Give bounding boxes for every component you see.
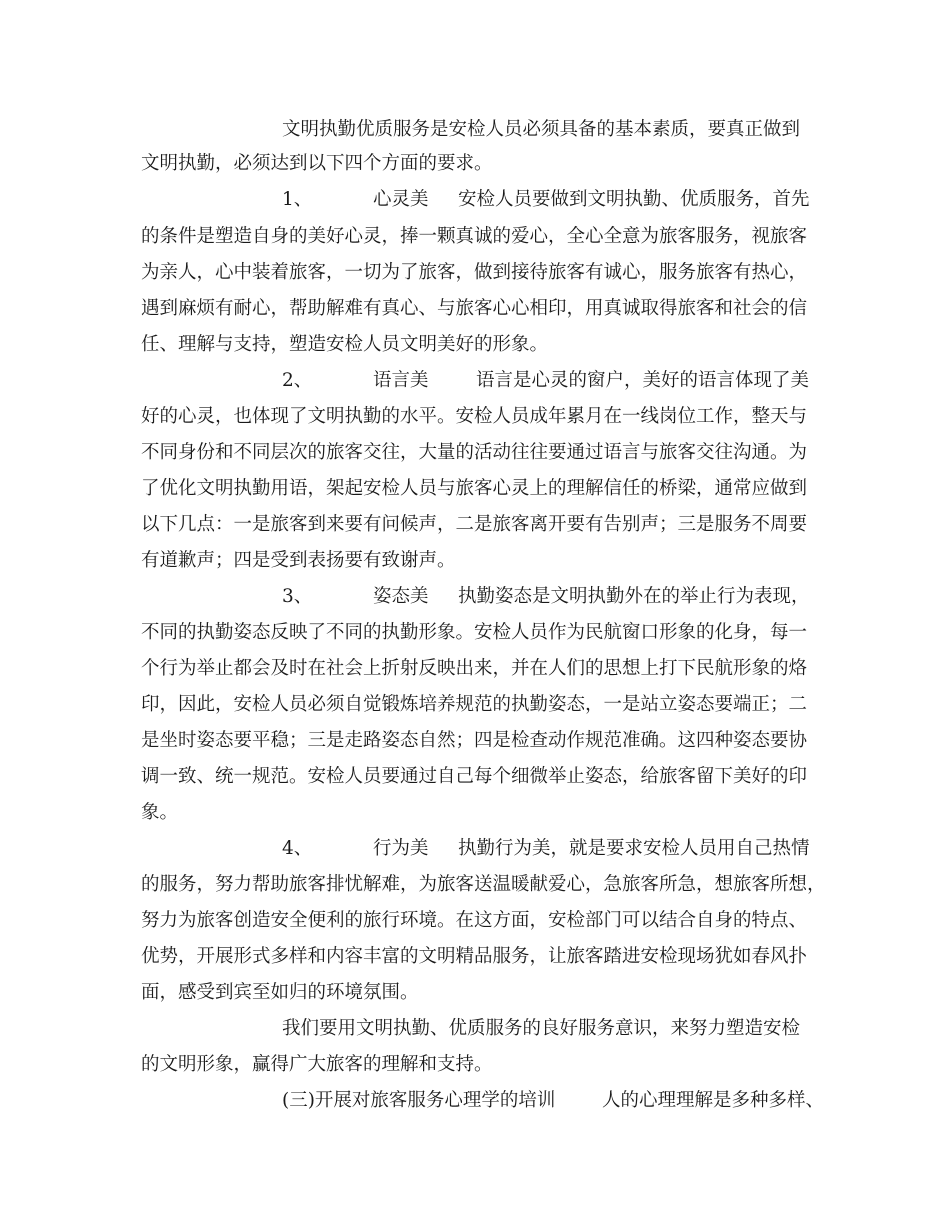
section-3-line: 象。: [141, 802, 179, 823]
closing-line-1: 我们要用文明执勤、优质服务的良好服务意识，来努力塑造安检: [282, 1018, 801, 1039]
section-3-first-text: 执勤姿态是文明执勤外在的举止行为表现，: [458, 586, 810, 607]
section-2-line: 了优化文明执勤用语，架起安检人员与旅客心灵上的理解信任的桥梁，通常应做到: [141, 478, 808, 499]
section-2-first-text: 语言是心灵的窗户，美好的语言体现了美: [476, 370, 810, 391]
section-1-line: 任、理解与支持，塑造安检人员文明美好的形象。: [141, 334, 549, 355]
section-2-line: 好的心灵，也体现了文明执勤的水平。安检人员成年累月在一线岗位工作，整天与: [141, 406, 808, 427]
section-4-first-text: 执勤行为美，就是要求安检人员用自己热情: [458, 838, 810, 859]
section-4-line: 优势，开展形式多样和内容丰富的文明精品服务，让旅客踏进安检现场犹如春风扑: [141, 946, 808, 967]
section-three-first-text: 人的心理理解是多种多样、: [602, 1090, 825, 1111]
section-4-number: 4、: [282, 838, 313, 859]
section-2-line: 有道歉声；四是受到表扬要有致谢声。: [141, 550, 456, 571]
section-1-line: 遇到麻烦有耐心，帮助解难有真心、与旅客心心相印，用真诚取得旅客和社会的信: [141, 298, 808, 319]
section-1-heading: 心灵美: [373, 189, 429, 210]
closing-line-2: 的文明形象，赢得广大旅客的理解和支持。: [141, 1054, 493, 1075]
intro-line-2: 文明执勤，必须达到以下四个方面的要求。: [141, 153, 493, 174]
section-3-line: 调一致、统一规范。安检人员要通过自己每个细微举止姿态，给旅客留下美好的印: [141, 766, 808, 787]
intro-line-1: 文明执勤优质服务是安检人员必须具备的基本素质，要真正做到: [282, 119, 801, 140]
section-3-number: 3、: [282, 586, 313, 607]
section-3-line: 印，因此，安检人员必须自觉锻炼培养规范的执勤姿态，一是站立姿态要端正；二: [141, 694, 808, 715]
section-4-line: 努力为旅客创造安全便利的旅行环境。在这方面，安检部门可以结合自身的特点、: [141, 910, 808, 931]
section-1-number: 1、: [282, 189, 313, 210]
section-2-number: 2、: [282, 370, 313, 391]
section-2-heading: 语言美: [373, 370, 429, 391]
section-3-line: 不同的执勤姿态反映了不同的执勤形象。安检人员作为民航窗口形象的化身，每一: [141, 622, 808, 643]
section-1-line: 的条件是塑造自身的美好心灵，捧一颗真诚的爱心，全心全意为旅客服务，视旅客: [141, 226, 808, 247]
section-4-line: 面，感受到宾至如归的环境氛围。: [141, 982, 419, 1003]
section-3-line: 是坐时姿态要平稳；三是走路姿态自然；四是检查动作规范准确。这四种姿态要协: [141, 730, 808, 751]
section-2-line: 不同身份和不同层次的旅客交往，大量的活动往往要通过语言与旅客交往沟通。为: [141, 442, 808, 463]
section-4-heading: 行为美: [373, 838, 429, 859]
section-4-line: 的服务，努力帮助旅客排忧解难，为旅客送温暖献爱心，急旅客所急，想旅客所想，: [141, 874, 826, 895]
section-1-line: 为亲人，心中装着旅客，一切为了旅客，做到接待旅客有诚心，服务旅客有热心，: [141, 262, 808, 283]
section-2-line: 以下几点：一是旅客到来要有问候声，二是旅客离开要有告别声；三是服务不周要: [141, 514, 808, 535]
section-three-heading: (三)开展对旅客服务心理学的培训: [282, 1090, 556, 1111]
section-1-first-text: 安检人员要做到文明执勤、优质服务，首先: [458, 189, 810, 210]
section-3-heading: 姿态美: [373, 586, 429, 607]
section-3-line: 个行为举止都会及时在社会上折射反映出来，并在人们的思想上打下民航形象的烙: [141, 658, 808, 679]
